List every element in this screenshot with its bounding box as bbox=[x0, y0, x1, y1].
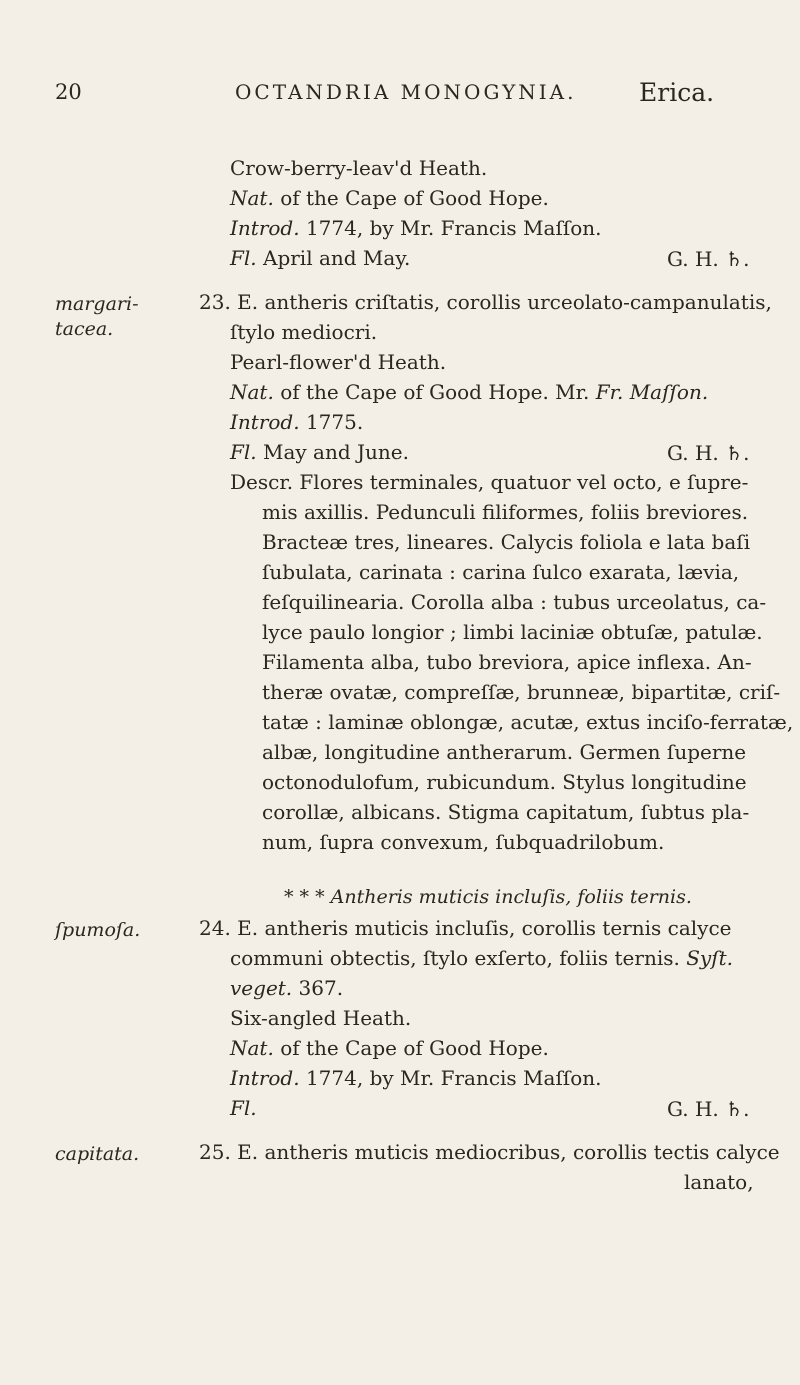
introduced-line: Introd. 1774, by Mr. Francis Maſſon. bbox=[230, 1066, 602, 1090]
location-mark: G. H. ♄. bbox=[667, 1097, 750, 1121]
description-line: ſubulata, carinata : carina ſulco exarata, lævia, bbox=[262, 560, 740, 584]
species-diagnosis: 25. E. antheris muticis mediocribus, corollis tectis calyce bbox=[199, 1140, 780, 1164]
native-line: Nat. of the Cape of Good Hope. bbox=[230, 186, 549, 210]
description-line: Descr. Flores terminales, quatuor vel octo, e ſupre- bbox=[230, 470, 749, 494]
flowering-line: Fl. bbox=[230, 1096, 257, 1120]
catchword: lanato, bbox=[684, 1170, 754, 1194]
flowering-line: Fl. May and June. bbox=[230, 440, 409, 464]
margin-species-name: margari- tacea. bbox=[55, 293, 139, 340]
common-name: Six-angled Heath. bbox=[230, 1006, 412, 1030]
introduced-line: Introd. 1775. bbox=[230, 410, 364, 434]
common-name: Pearl-flower'd Heath. bbox=[230, 350, 447, 374]
common-name: Crow-berry-leav'd Heath. bbox=[230, 156, 488, 180]
description-line: octonodulofum, rubicundum. Stylus longitudine bbox=[262, 770, 747, 794]
species-diagnosis-cont: ſtylo mediocri. bbox=[230, 320, 378, 344]
description-line: corollæ, albicans. Stigma capitatum, ſubtus pla- bbox=[262, 800, 750, 824]
flowering-line: Fl. April and May. bbox=[230, 246, 411, 270]
location-mark: G. H. ♄. bbox=[667, 441, 750, 465]
description-line: Filamenta alba, tubo breviora, apice inflexa. An- bbox=[262, 650, 752, 674]
location-mark: G. H. ♄. bbox=[667, 247, 750, 271]
description-line: albæ, longitudine antherarum. Germen ſuperne bbox=[262, 740, 747, 764]
description-line: tatæ : laminæ oblongæ, acutæ, extus inciſo-ferratæ, bbox=[262, 710, 794, 734]
native-line: Nat. of the Cape of Good Hope. bbox=[230, 1036, 549, 1060]
description-line: feſquilinearia. Corolla alba : tubus urceolatus, ca- bbox=[262, 590, 767, 614]
running-title: OCTANDRIA MONOGYNIA. bbox=[235, 80, 577, 104]
species-diagnosis: 24. E. antheris muticis incluſis, corollis ternis calyce bbox=[199, 916, 732, 940]
introduced-line: Introd. 1774, by Mr. Francis Maſſon. bbox=[230, 216, 602, 240]
description-line: mis axillis. Pedunculi filiformes, foliis breviores. bbox=[262, 500, 749, 524]
description-line: theræ ovatæ, compreſſæ, brunneæ, bipartitæ, criſ- bbox=[262, 680, 781, 704]
description-line: lyce paulo longior ; limbi laciniæ obtuſæ, patulæ. bbox=[262, 620, 763, 644]
section-heading: * * * Antheris muticis incluſis, foliis ternis. bbox=[284, 886, 692, 908]
description-line: Bracteæ tres, lineares. Calycis foliola e lata baſi bbox=[262, 530, 751, 554]
description-line: num, ſupra convexum, ſubquadrilobum. bbox=[262, 830, 665, 854]
species-diagnosis: 23. E. antheris criſtatis, corollis urceolato-campanulatis, bbox=[199, 290, 772, 314]
margin-species-name: capitata. bbox=[55, 1143, 140, 1165]
margin-species-name: ſpumoſa. bbox=[55, 919, 141, 941]
native-line: Nat. of the Cape of Good Hope. Mr. Fr. Maſſon. bbox=[230, 380, 709, 404]
reference-line: veget. 367. bbox=[230, 976, 344, 1000]
species-diagnosis-cont: communi obtectis, ſtylo exſerto, foliis ternis. Syſt. bbox=[230, 946, 733, 970]
genus-title: Erica. bbox=[639, 78, 715, 107]
page-number: 20 bbox=[55, 80, 82, 104]
page-header bbox=[55, 80, 775, 120]
